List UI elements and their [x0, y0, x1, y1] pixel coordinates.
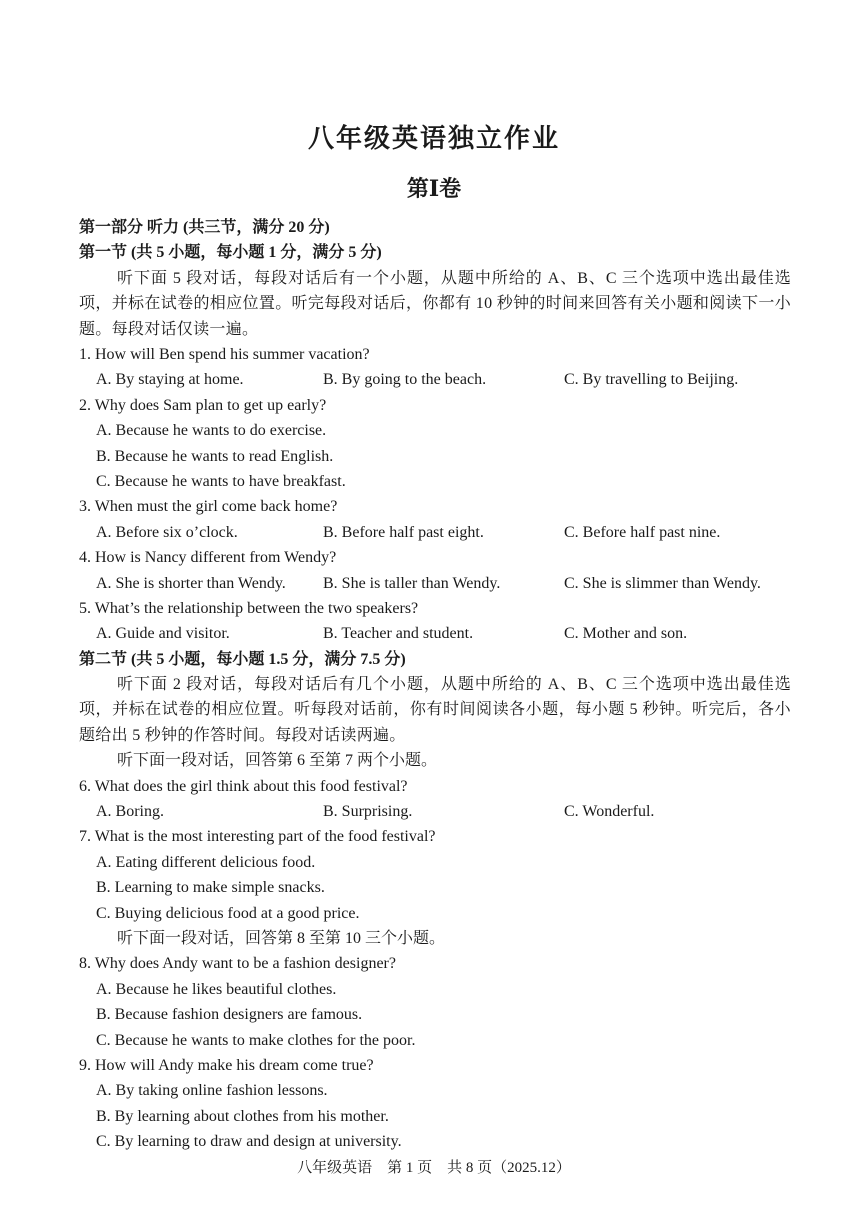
dialogue1-note: 听下面一段对话，回答第 6 至第 7 两个小题。 [117, 752, 438, 770]
q3-option-a: A. Before six o’clock. [96, 523, 238, 541]
q7-option-b: B. Learning to make simple snacks. [96, 879, 325, 897]
question-6: 6. What does the girl think about this food festival? [79, 777, 408, 795]
q9-option-a: A. By taking online fashion lessons. [96, 1082, 328, 1100]
section2-heading-text: 第二节 (共 5 小题，每小题 1.5 分，满分 7.5 分) [79, 650, 406, 668]
section2-instructions: 听下面 2 段对话，每段对话后有几个小题，从题中所给的 A、B、C 三个选项中选出最佳选项，并标在试卷的相应位置。听每段对话前，你有时间阅读各小题，每小题 5 秒钟。听完后，各小题给出 5 秒钟的作答时间。每段对话读两遍。 [79, 676, 791, 744]
dialogue2-note: 听下面一段对话，回答第 8 至第 10 三个小题。 [117, 930, 446, 948]
section2-heading [79, 647, 791, 672]
section1-heading [79, 240, 791, 265]
question-3-options [79, 520, 791, 545]
q3-option-c: C. Before half past nine. [564, 523, 721, 541]
q1-option-c: C. By travelling to Beijing. [564, 371, 739, 389]
q2-option-c: C. Because he wants to have breakfast. [96, 472, 346, 490]
q5-option-a: A. Guide and visitor. [96, 625, 230, 643]
section1-heading-text: 第一节 (共 5 小题，每小题 1 分，满分 5 分) [79, 244, 382, 262]
exam-content [79, 215, 791, 1155]
question-7: 7. What is the most interesting part of the food festival? [79, 828, 436, 846]
question-8: 8. Why does Andy want to be a fashion designer? [79, 955, 396, 973]
q4-option-b: B. She is taller than Wendy. [323, 574, 501, 592]
question-2: 2. Why does Sam plan to get up early? [79, 396, 327, 414]
question-6-options [79, 799, 791, 824]
q7-option-a: A. Eating different delicious food. [96, 853, 316, 871]
question-3: 3. When must the girl come back home? [79, 498, 338, 516]
exam-title: 八年级英语独立作业 [307, 124, 560, 153]
q2-option-b: B. Because he wants to read English. [96, 447, 334, 465]
question-1: 1. How will Ben spend his summer vacation? [79, 346, 370, 363]
question-5-options [79, 621, 791, 646]
section1-instructions: 听下面 5 段对话，每段对话后有一个小题，从题中所给的 A、B、C 三个选项中选出最佳选项，并标在试卷的相应位置。听完每段对话后，你都有 10 秒钟的时间来回答有关小题和阅读下一小题。每段对话仅读一遍。 [79, 269, 791, 338]
q8-option-b: B. Because fashion designers are famous. [96, 1006, 363, 1024]
q8-option-a: A. Because he likes beautiful clothes. [96, 980, 337, 998]
q6-option-a: A. Boring. [96, 803, 164, 821]
q4-option-a: A. She is shorter than Wendy. [96, 574, 286, 592]
q6-option-b: B. Surprising. [323, 803, 413, 821]
question-4-options [79, 571, 791, 596]
q9-option-b: B. By learning about clothes from his mother. [96, 1107, 389, 1125]
q5-option-c: C. Mother and son. [564, 625, 688, 643]
page-footer: 八年级英语 第 1 页 共 8 页（2025.12） [297, 1160, 571, 1176]
part1-heading: 第一部分 听力 (共三节，满分 20 分) [79, 219, 330, 236]
q9-option-c: C. By learning to draw and design at university. [96, 1133, 402, 1151]
q7-option-c: C. Buying delicious food at a good price. [96, 904, 360, 922]
q5-option-b: B. Teacher and student. [323, 625, 474, 643]
question-1-options [79, 367, 791, 392]
q3-option-b: B. Before half past eight. [323, 523, 484, 541]
question-5: 5. What’s the relationship between the two speakers? [79, 599, 419, 617]
q6-option-c: C. Wonderful. [564, 803, 655, 821]
q8-option-c: C. Because he wants to make clothes for the poor. [96, 1031, 416, 1049]
q4-option-c: C. She is slimmer than Wendy. [564, 574, 761, 592]
question-9: 9. How will Andy make his dream come true? [79, 1056, 374, 1074]
question-4: 4. How is Nancy different from Wendy? [79, 549, 337, 567]
volume-label: 第Ⅰ卷 [406, 176, 462, 201]
q1-option-a: A. By staying at home. [96, 371, 244, 389]
q2-option-a: A. Because he wants to do exercise. [96, 422, 327, 440]
q1-option-b: B. By going to the beach. [323, 371, 487, 389]
